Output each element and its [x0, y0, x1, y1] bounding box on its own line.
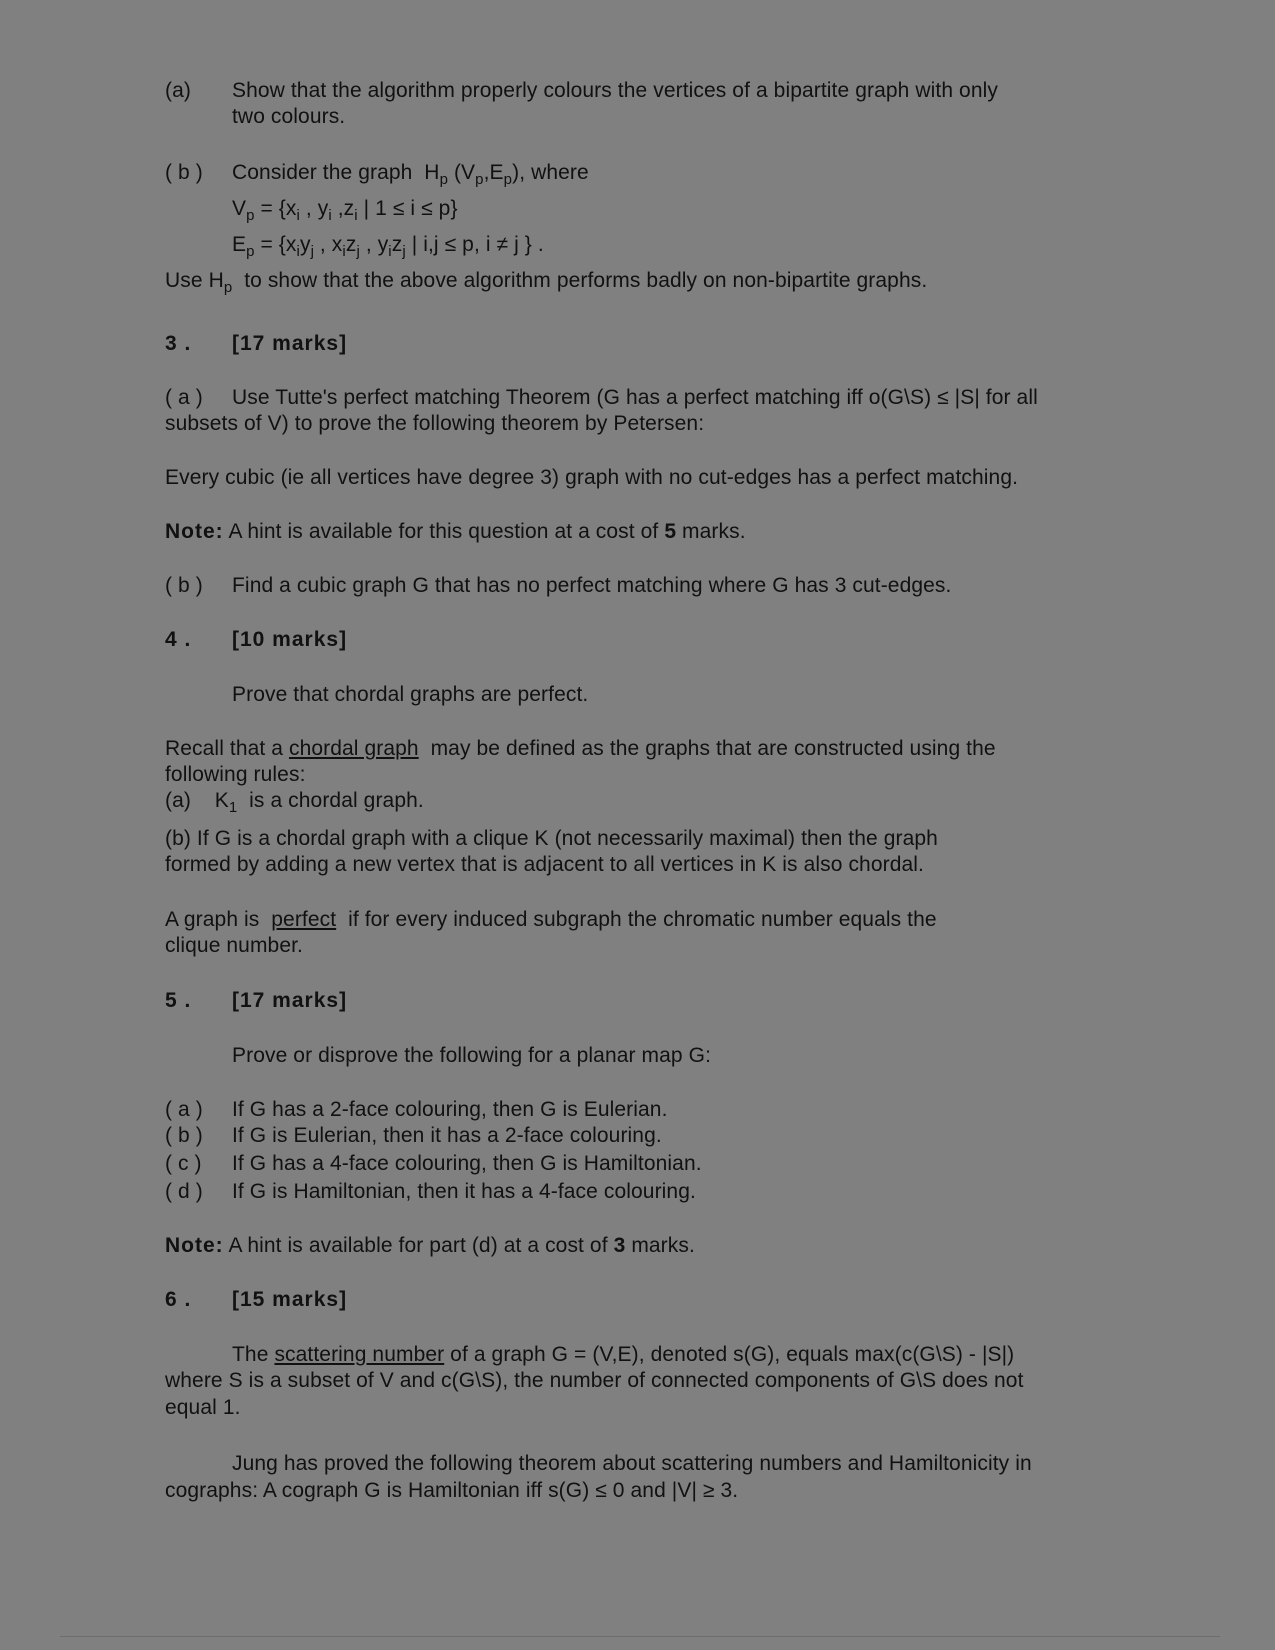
q4-rule-b-line2: formed by adding a new vertex that is adjacent to all vertices in K is also chordal. [165, 853, 924, 876]
q5-item-label: ( d ) [165, 1180, 203, 1203]
q4-rule-a: (a) $K_1$ is a chordal graph. [165, 789, 424, 816]
q3-theorem: Every cubic (ie all vertices have degree 3) graph with no cut-edges has a perfect matching. [165, 466, 1019, 489]
q5-marks: [17 marks] [232, 989, 348, 1012]
q3-number: 3 . [165, 332, 192, 355]
page-bottom-edge [60, 1636, 1220, 1637]
q4-recall-line1: Recall that a chordal graph may be defined as the graphs that are constructed using the [165, 737, 996, 760]
part-b-label: ( b ) [165, 161, 203, 184]
q6-p2-line1: Jung has proved the following theorem about scattering numbers and Hamiltonicity in [232, 1452, 1032, 1475]
q4-rule-b-line1: (b) If G is a chordal graph with a clique K (not necessarily maximal) then the graph [165, 827, 938, 850]
q5-item-text: If G is Eulerian, then it has a 2-face colouring. [232, 1124, 662, 1147]
q6-p1-line1: The scattering number of a graph G = (V,E), denoted s(G), equals max(c(G\S) - |S|) [232, 1343, 1015, 1366]
q5-item-text: If G has a 4-face colouring, then G is Hamiltonian. [232, 1152, 702, 1175]
q5-number: 5 . [165, 989, 192, 1012]
q3-b-text: Find a cubic graph G that has no perfect matching where G has 3 cut-edges. [232, 574, 952, 597]
edge-set-definition: $E_p = \{x_iy_j$ , $x_iz_j$ , $y_iz_j$ | i,j ≤ p, i ≠ j } . [232, 233, 544, 260]
q3-a-line2: subsets of V) to prove the following theorem by Petersen: [165, 412, 705, 435]
q5-prompt: Prove or disprove the following for a planar map G: [232, 1044, 712, 1067]
q5-item-label: ( b ) [165, 1124, 203, 1147]
q3-a-label: ( a ) [165, 386, 203, 409]
q6-p2-line2: cographs: A cograph G is Hamiltonian iff s(G) ≤ 0 and |V| ≥ 3. [165, 1479, 739, 1502]
q3-b-label: ( b ) [165, 574, 203, 597]
q4-recall-line2: following rules: [165, 763, 306, 786]
q3-a-line1: Use Tutte's perfect matching Theorem (G has a perfect matching iff o(G\S) ≤ |S| for all [232, 386, 1038, 409]
q4-number: 4 . [165, 628, 192, 651]
q6-number: 6 . [165, 1288, 192, 1311]
q6-p1-line2: where S is a subset of V and c(G\S), the number of connected components of G\S does not [165, 1369, 1024, 1392]
q5-item-label: ( c ) [165, 1152, 202, 1175]
q5-item-text: If G is Hamiltonian, then it has a 4-face colouring. [232, 1180, 696, 1203]
q6-p1-line3: equal 1. [165, 1396, 241, 1419]
q3-note: Note: A hint is available for this question at a cost of 5 marks. [165, 520, 746, 543]
part-a-label: (a) [165, 79, 191, 102]
q5-item-label: ( a ) [165, 1098, 203, 1121]
q5-item-text: If G has a 2-face colouring, then G is Eulerian. [232, 1098, 668, 1121]
q4-perfect-line1: A graph is perfect if for every induced subgraph the chromatic number equals the [165, 908, 937, 931]
q5-note: Note: A hint is available for part (d) at a cost of 3 marks. [165, 1234, 695, 1257]
part-a-line1: Show that the algorithm properly colours the vertices of a bipartite graph with only [232, 79, 998, 102]
use-hp-line: Use $H_p$ to show that the above algorithm performs badly on non-bipartite graphs. [165, 269, 928, 296]
q4-prompt: Prove that chordal graphs are perfect. [232, 683, 589, 706]
q4-marks: [10 marks] [232, 628, 348, 651]
q4-perfect-line2: clique number. [165, 934, 303, 957]
vertex-set-definition: $V_p = \{x_i$ , $y_i$ $,z_i$ | 1 ≤ i ≤ p} [232, 197, 458, 224]
part-a-line2: two colours. [232, 105, 346, 128]
q6-marks: [15 marks] [232, 1288, 348, 1311]
part-b-intro: Consider the graph $H_p$ $(V_p,E_p)$, where [232, 161, 589, 188]
q3-marks: [17 marks] [232, 332, 348, 355]
